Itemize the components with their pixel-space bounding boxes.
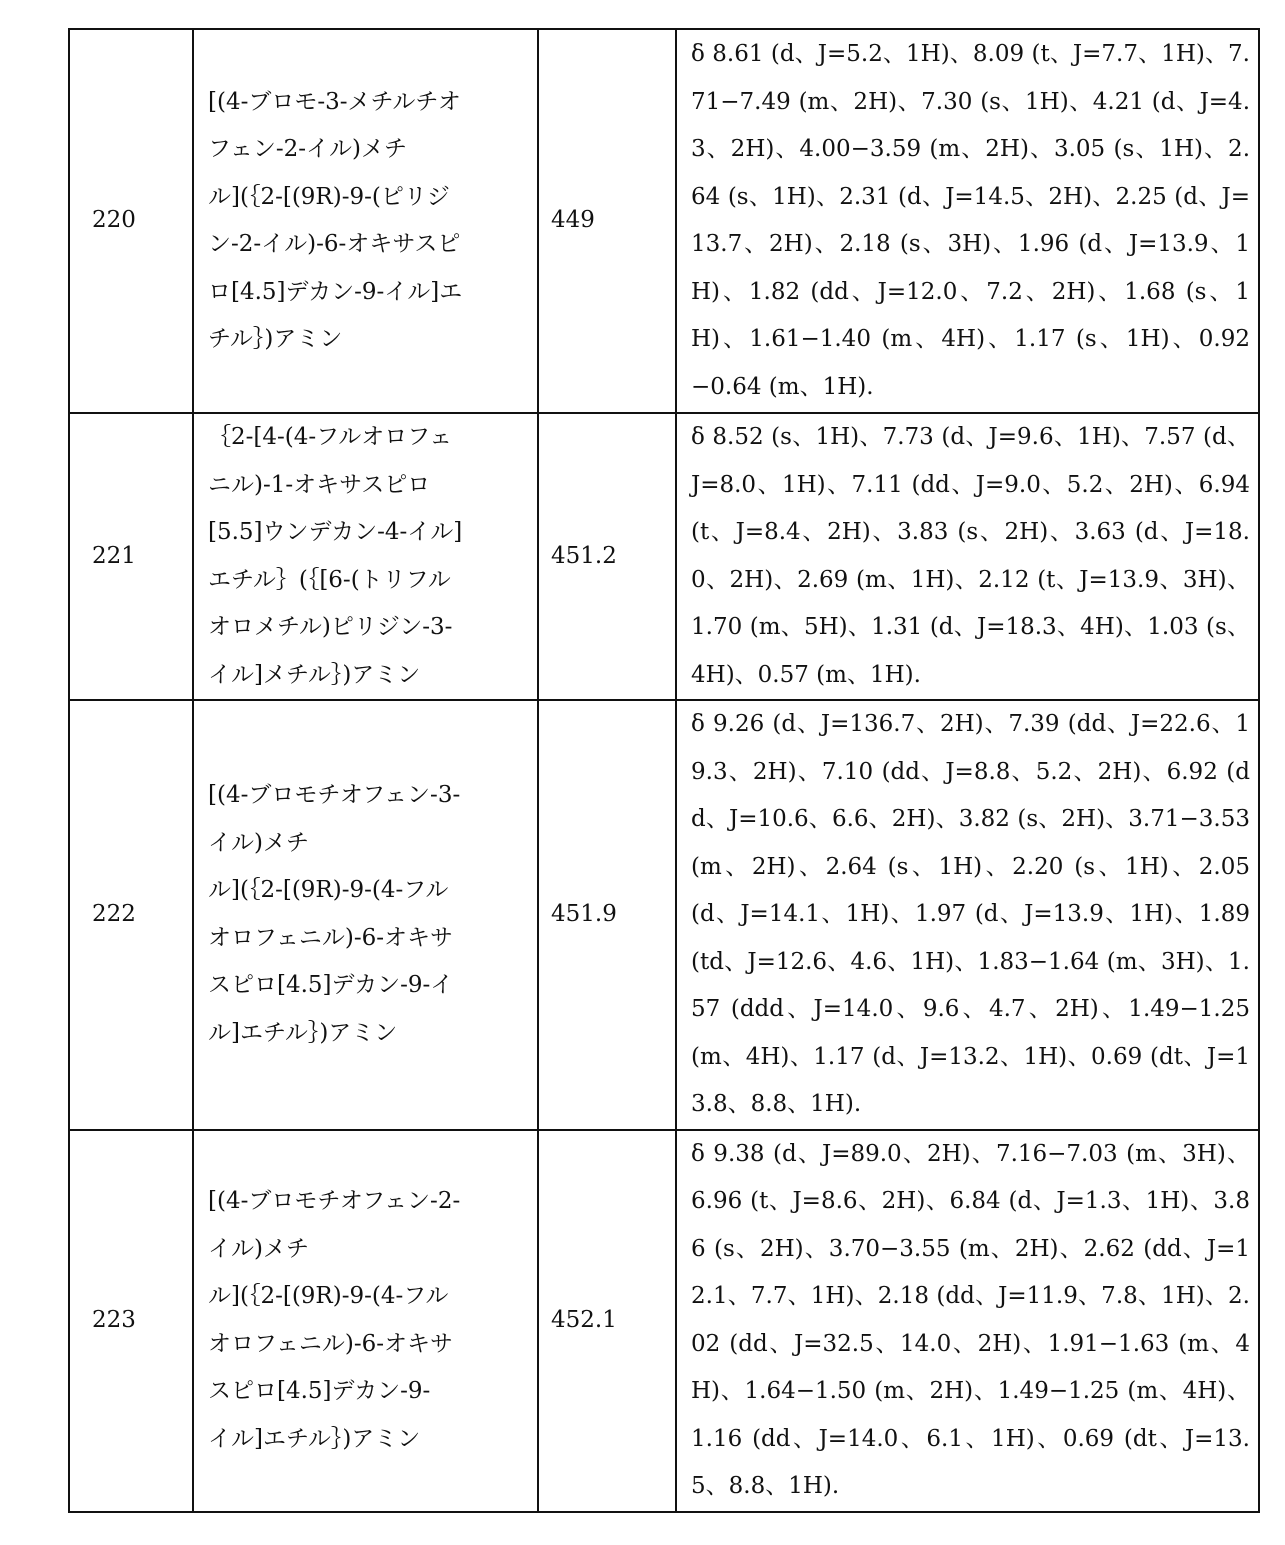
compound-data-table	[68, 28, 1260, 1513]
compound-name-line: イル]メチル｝)アミン	[208, 661, 421, 688]
compound-name-line: ル](｛2-[(9R)-9-(4-フル	[208, 1283, 449, 1309]
compound-name-line: スピロ[4.5]デカン-9-	[208, 1378, 431, 1404]
compound-name-line: イル)メチ	[208, 829, 309, 856]
compound-name-line: ル](｛2-[(9R)-9-(ピリジ	[208, 183, 450, 210]
compound-name-line: [(4-ブロモチオフェン-2-	[208, 1188, 461, 1214]
table-row	[69, 700, 1259, 1130]
compound-name-line: ン-2-イル)-6-オキサスピ	[208, 231, 461, 257]
compound-name-line: スピロ[4.5]デカン-9-イ	[208, 972, 454, 999]
compound-name-line: オロフェニル)-6-オキサ	[208, 924, 453, 951]
compound-number: 220	[69, 29, 193, 413]
table-row	[69, 413, 1259, 700]
compound-name	[193, 700, 538, 1130]
compound-name-line: ロ[4.5]デカン-9-イル]エ	[208, 278, 463, 305]
compound-name-line: [(4-ブロモ-3-メチルチオ	[208, 88, 461, 115]
compound-name-line: [5.5]ウンデカン-4-イル]	[208, 519, 463, 545]
compound-name	[193, 413, 538, 700]
nmr-data: δ 8.61 (d、J=5.2、1H)、8.09 (t、J=7.7、1H)、7.71−7.49 (m、2H)、7.30 (s、1H)、4.21 (d、J=4.3、2H)、4.00−3.59 (m、2H)、3.05 (s、1H)、2.64 (s、1H)、2.31 (d、J=14.5、2H)、2.25 (d、J=13.7、2H)、2.18 (s、3H)、1.96 (d、J=13.9、1H)、1.82 (dd、J=12.0、7.2、2H)、1.68 (s、1H)、1.61−1.40 (m、4H)、1.17 (s、1H)、0.92−0.64 (m、1H).	[676, 29, 1259, 413]
mass-spec-value: 451.9	[538, 700, 676, 1130]
compound-name	[193, 29, 538, 413]
mass-spec-value: 452.1	[538, 1130, 676, 1512]
nmr-data: δ 8.52 (s、1H)、7.73 (d、J=9.6、1H)、7.57 (d、J=8.0、1H)、7.11 (dd、J=9.0、5.2、2H)、6.94 (t、J=8.4、2H)、3.83 (s、2H)、3.63 (d、J=18.0、2H)、2.69 (m、1H)、2.12 (t、J=13.9、3H)、1.70 (m、5H)、1.31 (d、J=18.3、4H)、1.03 (s、4H)、0.57 (m、1H).	[676, 413, 1259, 700]
mass-spec-value: 449	[538, 29, 676, 413]
compound-number: 222	[69, 700, 193, 1130]
compound-name	[193, 1130, 538, 1512]
table-row	[69, 29, 1259, 413]
compound-number: 223	[69, 1130, 193, 1512]
compound-name-line: フェン-2-イル)メチ	[208, 136, 407, 162]
table-row	[69, 1130, 1259, 1512]
compound-name-line: ｛2-[4-(4-フルオロフェ	[208, 424, 453, 450]
compound-name-line: エチル｝(｛[6-(トリフル	[208, 566, 451, 593]
compound-number: 221	[69, 413, 193, 700]
mass-spec-value: 451.2	[538, 413, 676, 700]
compound-name-line: ニル)-1-オキサスピロ	[208, 471, 431, 498]
nmr-data: δ 9.26 (d、J=136.7、2H)、7.39 (dd、J=22.6、19.3、2H)、7.10 (dd、J=8.8、5.2、2H)、6.92 (dd、J=10.6、6.6、2H)、3.82 (s、2H)、3.71−3.53 (m、2H)、2.64 (s、1H)、2.20 (s、1H)、2.05 (d、J=14.1、1H)、1.97 (d、J=13.9、1H)、1.89 (td、J=12.6、4.6、1H)、1.83−1.64 (m、3H)、1.57 (ddd、J=14.0、9.6、4.7、2H)、1.49−1.25 (m、4H)、1.17 (d、J=13.2、1H)、0.69 (dt、J=13.8、8.8、1H).	[676, 700, 1259, 1130]
compound-name-line: イル)メチ	[208, 1235, 309, 1262]
compound-name-line: オロフェニル)-6-オキサ	[208, 1330, 453, 1357]
compound-name-line: [(4-ブロモチオフェン-3-	[208, 782, 461, 809]
compound-name-line: イル]エチル｝)アミン	[208, 1425, 421, 1452]
compound-name-line: ル]エチル｝)アミン	[208, 1019, 398, 1046]
compound-name-line: オロメチル)ピリジン-3-	[208, 614, 453, 640]
nmr-data: δ 9.38 (d、J=89.0、2H)、7.16−7.03 (m、3H)、6.96 (t、J=8.6、2H)、6.84 (d、J=1.3、1H)、3.86 (s、2H)、3.70−3.55 (m、2H)、2.62 (dd、J=12.1、7.7、1H)、2.18 (dd、J=11.9、7.8、1H)、2.02 (dd、J=32.5、14.0、2H)、1.91−1.63 (m、4H)、1.64−1.50 (m、2H)、1.49−1.25 (m、4H)、1.16 (dd、J=14.0、6.1、1H)、0.69 (dt、J=13.5、8.8、1H).	[676, 1130, 1259, 1512]
compound-name-line: チル｝)アミン	[208, 326, 343, 352]
compound-name-line: ル](｛2-[(9R)-9-(4-フル	[208, 877, 449, 904]
